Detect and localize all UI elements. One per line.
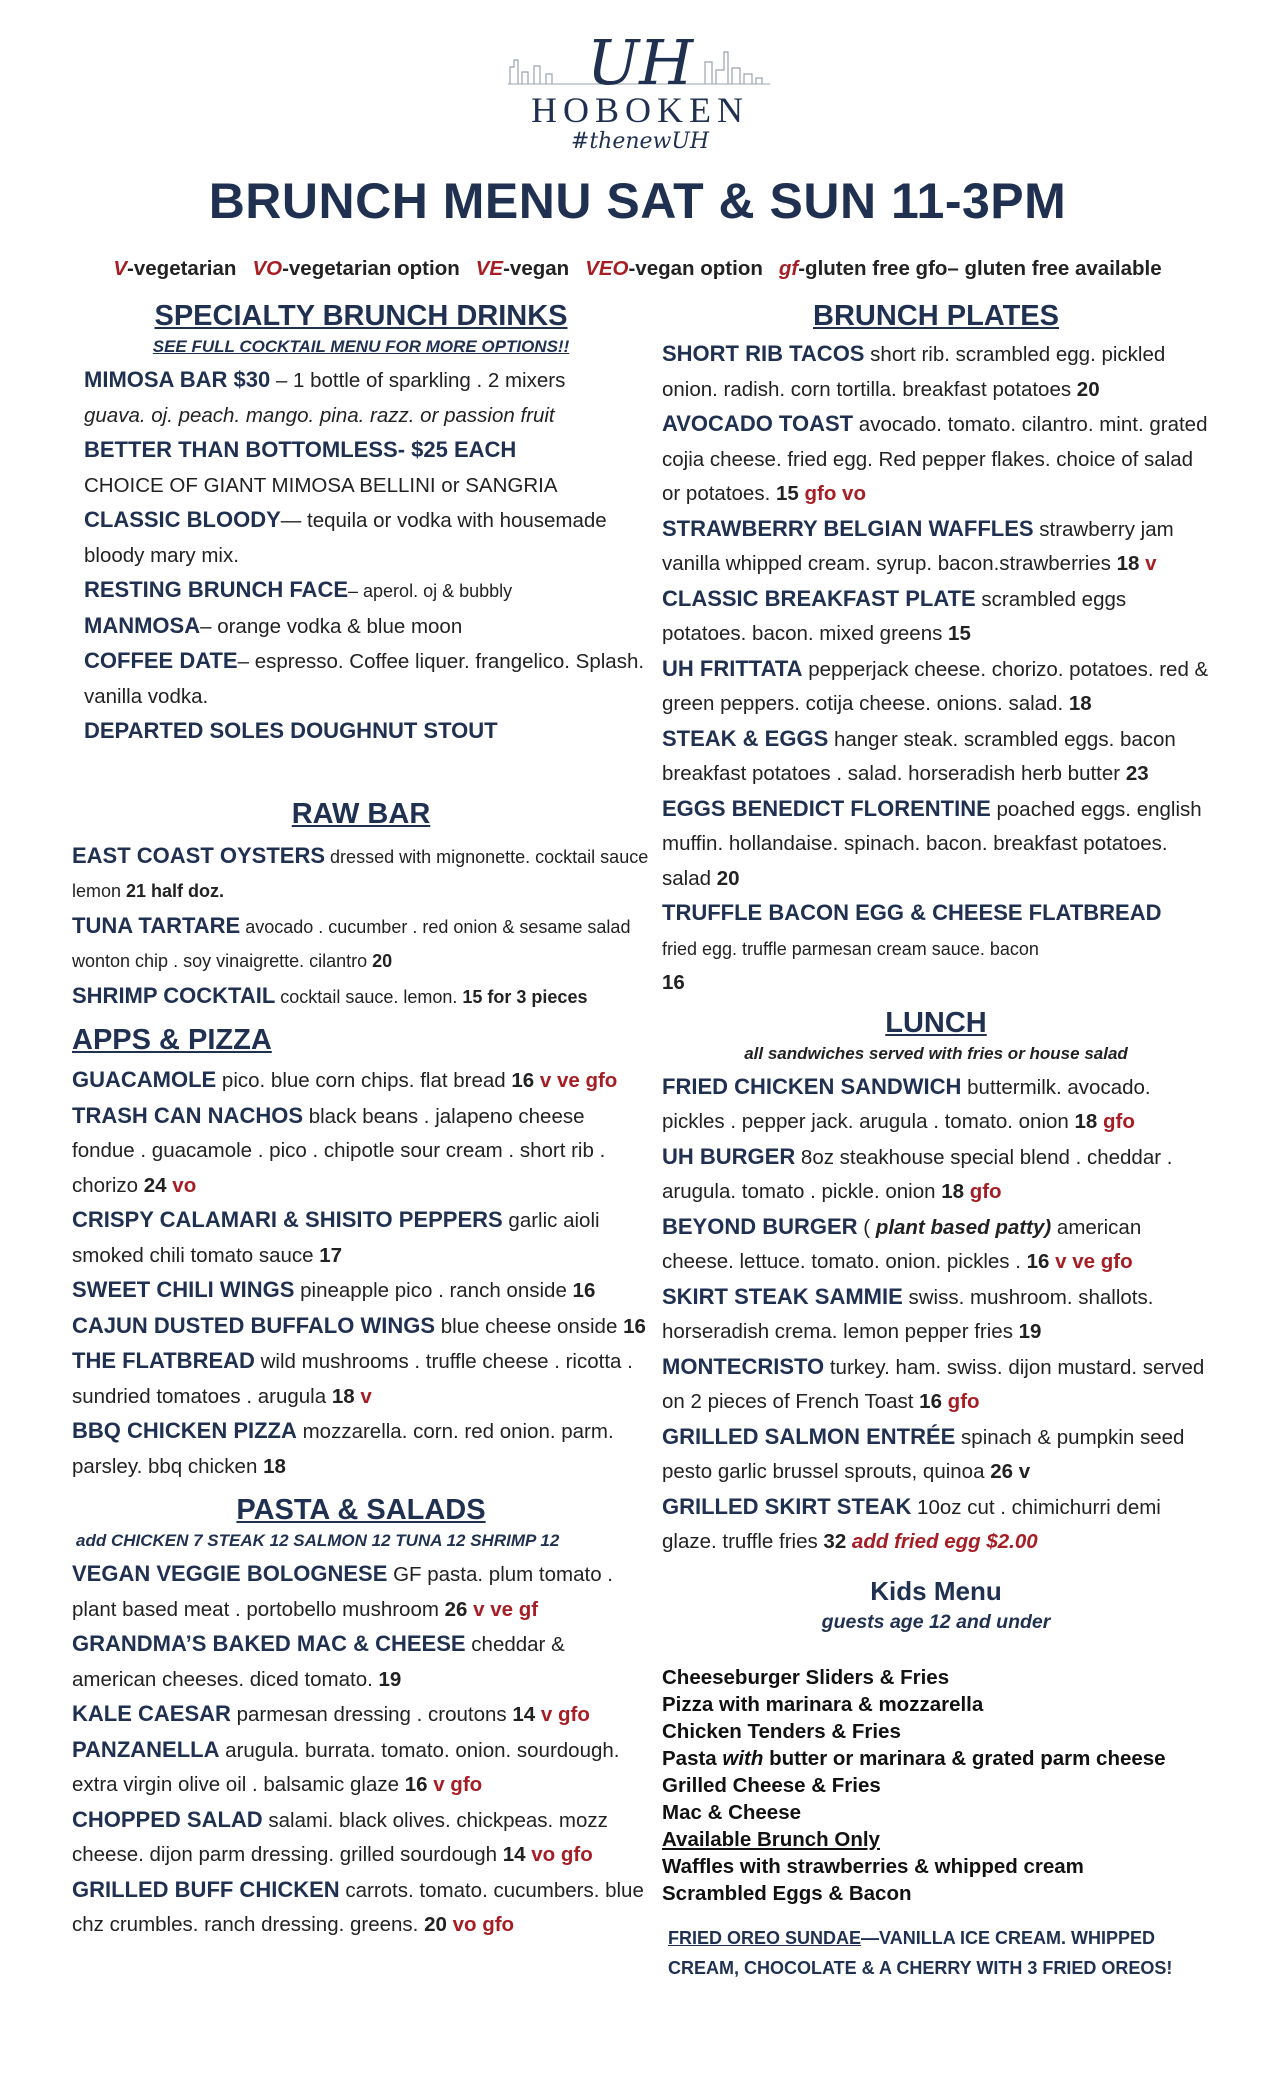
item-desc: carrots. tomato. cucumbers. blue chz crumbles. ranch dressing. greens. [72,1878,644,1936]
menu-title: BRUNCH MENU SAT & SUN 11-3PM [208,173,1067,229]
brunch-item [662,512,1210,582]
item-name: MIMOSA BAR $30 [84,367,271,392]
item-name: CLASSIC BREAKFAST PLATE [662,585,976,611]
item-name: BBQ CHICKEN PIZZA [72,1418,297,1443]
item-desc: spinach & pumpkin seed pesto garlic brussel sprouts, quinoa [662,1425,1185,1483]
item-diet-tags: v gfo [535,1703,590,1726]
item-desc: dressed with mignonette. cocktail sauce lemon [72,846,649,901]
logo-monogram: UH [586,26,694,99]
app-item [72,1063,650,1099]
legend-item [585,257,763,280]
apps-section-title: APPS & PIZZA [72,1024,272,1056]
item-diet-tags: gfo vo [798,482,866,505]
kids-item: Mac & Cheese [662,1800,802,1824]
drink-item [84,363,650,433]
kids-item: Cheeseburger Sliders & Fries [662,1665,950,1689]
item-desc: short rib. scrambled egg. pickled onion. radish. corn tortilla. breakfast potatoes [662,343,1166,401]
item-name: EGGS BENEDICT FLORENTINE [662,795,991,821]
item-name: TUNA TARTARE [72,912,241,938]
drinks-list [72,363,650,750]
item-name: CHOPPED SALAD [72,1806,263,1832]
lunch-note: all sandwiches served with fries or house salad [744,1043,1128,1063]
brunch-item [662,652,1210,722]
pasta-list [72,1557,650,1943]
logo-city: HOBOKEN [531,90,749,130]
item-name: AVOCADO TOAST [662,411,854,436]
item-diet-tags: v gfo [427,1773,483,1796]
item-price: 16 [662,971,685,994]
brunch-item [662,407,1210,512]
lunch-item [662,1490,1210,1560]
item-name: STEAK & EGGS [662,725,829,751]
kids-brunch-only-heading: Available Brunch Only [662,1827,880,1851]
item-price: 32 [823,1530,847,1553]
item-name: GRANDMA’S BAKED MAC & CHEESE [72,1631,466,1656]
sundae-name: FRIED OREO SUNDAE [668,1927,862,1948]
item-desc: scrambled eggs potatoes. bacon. mixed greens [662,587,1127,645]
raw-bar-list [72,839,650,1015]
item-name: KALE CAESAR [72,1701,231,1726]
app-item [72,1414,650,1484]
kids-list [662,1664,1210,1907]
raw-bar-section-title: RAW BAR [291,797,431,830]
sundae-desc: —VANILLA ICE CREAM. WHIPPED CREAM, CHOCOLATE & A CHERRY WITH 3 FRIED OREOS! [668,1927,1173,1978]
item-price: 20 [372,951,393,971]
item-diet-tags: v ve gf [467,1597,539,1621]
item-name: VEGAN VEGGIE BOLOGNESE [72,1561,388,1586]
item-desc: GF pasta. plum tomato . plant based meat . portobello mushroom [72,1563,613,1621]
drinks-note: SEE FULL COCKTAIL MENU FOR MORE OPTIONS!! [152,337,570,356]
item-desc: – aperol. oj & bubbly [348,581,513,601]
item-desc: cheddar & american cheeses. diced tomato. [72,1633,565,1691]
item-addon: add fried egg $2.00 [846,1530,1038,1553]
raw-bar-item [72,909,650,979]
item-desc: american cheese. lettuce. tomato. onion. pickles . [662,1215,1142,1273]
lunch-item [662,1350,1210,1420]
app-item [72,1344,650,1414]
item-price: 18 [1074,1110,1098,1133]
left-column [72,300,650,1943]
item-desc: pico. blue corn chips. flat bread [216,1069,512,1092]
drinks-section-title: SPECIALTY BRUNCH DRINKS [154,300,568,332]
item-name: MONTECRISTO [662,1353,825,1379]
legend-item [779,257,1162,280]
kids-pasta-pre: Pasta [662,1746,723,1770]
lunch-item [662,1420,1210,1490]
apps-list [72,1063,650,1484]
item-price: 15 [948,622,971,645]
item-diet-tags: gfo [964,1180,1002,1203]
item-desc: arugula. burrata. tomato. onion. sourdough. extra virgin olive oil . balsamic glaze [72,1738,620,1796]
brunch-item [662,792,1210,897]
item-price: 19 [378,1667,402,1691]
pasta-item [72,1733,650,1803]
lunch-item [662,1210,1210,1280]
item-price: 26 [444,1597,468,1621]
item-name: EAST COAST OYSTERS [72,842,326,868]
item-diet-tags: v [354,1384,372,1408]
app-item [72,1099,650,1204]
item-name: CRISPY CALAMARI & SHISITO PEPPERS [72,1207,503,1232]
item-price: 19 [1018,1320,1042,1343]
kids-menu-title: Kids Menu [870,1575,1002,1606]
item-name: GRILLED BUFF CHICKEN [72,1876,340,1902]
item-price: 20 [716,866,740,890]
item-name: GRILLED SALMON ENTRÉE [662,1423,956,1449]
app-item [72,1273,650,1309]
item-price: 16 [404,1773,428,1796]
app-item [72,1309,650,1345]
kids-menu-subtitle: guests age 12 and under [821,1610,1051,1633]
item-name: THE FLATBREAD [72,1348,255,1373]
item-desc: blue cheese onside [435,1314,624,1338]
item-name: STRAWBERRY BELGIAN WAFFLES [662,515,1034,541]
brunch-item [662,896,1210,1001]
item-price: 21 half doz. [126,881,225,901]
item-name: MANMOSA [84,612,201,638]
item-price: 20 [1076,377,1100,401]
item-desc-italic: plant based patty) [875,1215,1052,1239]
item-diet-tags: v [1013,1460,1031,1483]
item-desc: ( [857,1215,876,1239]
pasta-item [72,1557,650,1627]
legend-desc: -vegan [503,257,570,280]
legend-code: VO [252,257,283,280]
item-price: 16 [1026,1250,1050,1273]
diet-legend [0,252,1275,287]
item-desc: avocado. tomato. cilantro. mint. grated cojia cheese. fried egg. Red pepper flakes. choice of salad or potatoes. [662,413,1208,505]
item-desc: turkey. ham. swiss. dijon mustard. served on 2 pieces of French Toast [662,1355,1205,1413]
lunch-list [662,1070,1210,1560]
legend-desc: -vegan option [628,257,763,280]
item-price: 16 [572,1279,596,1302]
item-desc: black beans . jalapeno cheese fondue . guacamole . pico . chipotle sour cream . short rib . chorizo [72,1104,606,1197]
drink-item [84,433,650,503]
item-desc: poached eggs. english muffin. hollandaise. spinach. bacon. breakfast potatoes. salad [662,797,1202,890]
item-diet-tags: gfo [941,1390,980,1413]
item-desc: pineapple pico . ranch onside [294,1279,573,1302]
legend-desc: -vegetarian option [282,257,460,280]
item-name: SHRIMP COCKTAIL [72,982,276,1008]
drink-item [84,644,650,714]
legend-code: VE [475,257,504,280]
item-desc: avocado . cucumber . red onion & sesame salad wonton chip . soy vinaigrette. cilantro [72,916,631,971]
item-price: 14 [512,1703,536,1726]
drink-item [84,714,650,750]
lunch-item [662,1070,1210,1140]
item-price: 16 [511,1069,535,1092]
legend-code: gf [778,257,799,280]
item-name: GUACAMOLE [72,1067,217,1092]
item-extra: guava. oj. peach. mango. pina. razz. or passion fruit [84,403,555,427]
legend-item [113,257,236,280]
item-name: TRUFFLE BACON EGG & CHEESE FLATBREAD [662,900,1162,925]
pasta-item [72,1803,650,1873]
kids-item-pasta [662,1745,1210,1772]
lunch-item [662,1280,1210,1350]
logo-hashtag: #thenewUH [570,129,710,154]
item-desc: cocktail sauce. lemon. [275,986,463,1007]
item-desc: – espresso. Coffee liquer. frangelico. Splash. vanilla vodka. [84,650,645,708]
item-price: 16 [919,1390,942,1413]
item-name: TRASH CAN NACHOS [72,1102,303,1128]
kids-item: Waffles with strawberries & whipped cream [662,1854,1084,1878]
item-diet-tags: vo gfo [525,1843,593,1866]
item-name: SKIRT STEAK SAMMIE [662,1283,903,1309]
pasta-addons-note: add CHICKEN 7 STEAK 12 SALMON 12 TUNA 12 SHRIMP 12 [76,1531,560,1550]
item-price: 26 [990,1460,1013,1483]
item-price: 17 [319,1243,343,1267]
item-price: 18 [941,1180,965,1203]
item-desc: parmesan dressing . croutons [230,1703,513,1726]
item-price: 20 [424,1913,447,1936]
item-desc: hanger steak. scrambled eggs. bacon breakfast potatoes . salad. horseradish herb butter [662,727,1176,785]
brunch-item [662,722,1210,792]
pasta-item [72,1627,650,1697]
legend-item [476,257,569,280]
item-price: 14 [502,1843,526,1866]
kids-item: Chicken Tenders & Fries [662,1719,901,1743]
lunch-section-title: LUNCH [885,1006,987,1039]
raw-bar-item [72,839,650,909]
pasta-section-title: PASTA & SALADS [236,1494,486,1526]
pasta-item [72,1873,650,1943]
item-desc: garlic aioli smoked chili tomato sauce [72,1209,600,1267]
item-price: 23 [1125,762,1149,785]
item-desc: pepperjack cheese. chorizo. potatoes. red & green peppers. cotija cheese. onions. salad. [662,657,1209,715]
item-name: PANZANELLA [72,1736,220,1762]
drink-item [84,503,650,573]
item-extra: CHOICE OF GIANT MIMOSA BELLINI or SANGRIA [84,473,558,497]
item-diet-tags: gfo [1097,1110,1135,1133]
kids-item: Grilled Cheese & Fries [662,1773,881,1797]
legend-desc: -vegetarian [127,257,237,280]
item-desc: wild mushrooms . truffle cheese . ricotta . sundried tomatoes . arugula [72,1350,633,1408]
brunch-section-title: BRUNCH PLATES [813,300,1059,332]
lunch-item [662,1140,1210,1210]
item-name: CLASSIC BLOODY [84,507,281,532]
item-diet-tags: v ve gfo [1049,1250,1133,1273]
item-name: UH BURGER [662,1143,796,1169]
item-price: 24 [143,1173,167,1197]
legend-desc: -gluten free gfo– gluten free available [798,257,1162,280]
item-price: 18 [263,1454,286,1478]
drink-item [84,609,650,645]
item-diet-tags: vo gfo [446,1913,515,1936]
item-desc: salami. black olives. chickpeas. mozz cheese. dijon parm dressing. grilled sourdough [72,1808,608,1866]
item-name: SHORT RIB TACOS [662,341,865,366]
legend-code: V [113,257,128,280]
item-name: FRIED CHICKEN SANDWICH [662,1073,962,1099]
item-diet-tags: v [1139,552,1157,575]
item-name: CAJUN DUSTED BUFFALO WINGS [72,1312,435,1338]
brunch-item [662,337,1210,407]
item-name: UH FRITTATA [662,655,803,681]
legend-item [252,257,459,280]
item-price: 16 [623,1314,646,1338]
item-desc: strawberry jam vanilla whipped cream. syrup. bacon.strawberries [662,517,1174,575]
pasta-item [72,1697,650,1733]
item-name: DEPARTED SOLES DOUGHNUT STOUT [84,718,498,743]
item-desc: – orange vodka & blue moon [200,614,463,638]
item-price: 18 [331,1384,355,1408]
item-desc: mozzarella. corn. red onion. parm. parsley. bbq chicken [72,1420,614,1478]
brunch-item [662,582,1210,652]
restaurant-logo [500,22,780,162]
item-desc: – 1 bottle of sparkling . 2 mixers [270,369,566,392]
item-name: RESTING BRUNCH FACE [84,577,349,602]
item-diet-tags: vo [166,1173,197,1197]
kids-item: Pizza with marinara & mozzarella [662,1692,984,1716]
item-price: 18 [1116,552,1140,575]
item-name: SWEET CHILI WINGS [72,1277,295,1302]
kids-pasta-post: butter or marinara & grated parm cheese [763,1746,1166,1770]
item-price: 15 [775,482,799,505]
item-price: 18 [1068,692,1092,715]
item-desc: buttermilk. avocado. pickles . pepper jack. arugula . tomato. onion [662,1075,1151,1133]
item-price: 15 for 3 pieces [462,986,588,1007]
item-desc: — tequila or vodka with housemade bloody mary mix. [84,509,607,567]
brunch-list [662,337,1210,1001]
app-item [72,1203,650,1273]
item-desc: 10oz cut . chimichurri demi glaze. truffle fries [662,1495,1161,1553]
item-desc: swiss. mushroom. shallots. horseradish crema. lemon pepper fries [662,1285,1154,1343]
raw-bar-item [72,979,650,1015]
right-column [662,300,1210,1983]
fried-oreo-sundae [662,1923,1210,1983]
drink-item [84,573,650,609]
item-diet-tags: v ve gfo [534,1069,618,1092]
item-desc: fried egg. truffle parmesan cream sauce. bacon [662,938,1039,959]
item-name: BEYOND BURGER [662,1213,858,1239]
legend-code: VEO [585,257,629,280]
item-name: COFFEE DATE [84,648,238,673]
item-desc: 8oz steakhouse special blend . cheddar . arugula. tomato . pickle. onion [662,1145,1173,1203]
kids-item: Scrambled Eggs & Bacon [662,1881,912,1905]
item-name: GRILLED SKIRT STEAK [662,1493,912,1519]
kids-pasta-it: with [722,1746,764,1770]
item-name: BETTER THAN BOTTOMLESS- $25 EACH [84,437,517,462]
